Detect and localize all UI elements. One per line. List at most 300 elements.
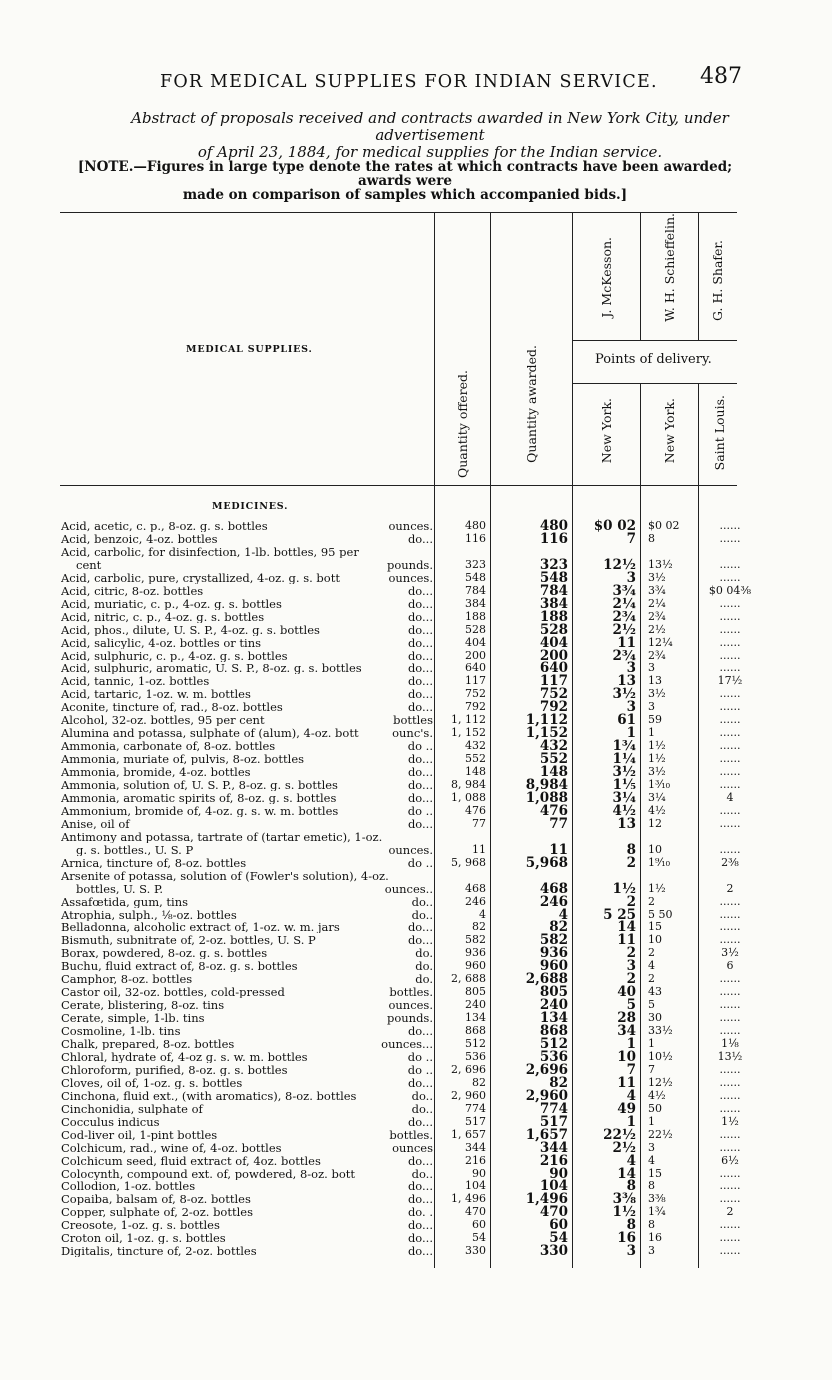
bid-mckesson: 13 <box>617 673 636 690</box>
quantity-offered: 936 <box>465 946 486 960</box>
medicine-name: Colchicum, rad., wine of, 4-oz. bottles <box>61 1141 282 1154</box>
bid-mckesson: 2 <box>626 854 636 871</box>
table-row <box>0 673 832 690</box>
medicine-name: Camphor, 8-oz. bottles <box>61 973 193 986</box>
bid-schieffelin: 3½ <box>648 765 666 779</box>
unit: do... <box>407 648 433 663</box>
table-row <box>0 621 832 638</box>
note-line-2: made on comparison of samples which accompanied bids.] <box>182 187 628 203</box>
quantity-offered: 116 <box>465 531 486 545</box>
bid-shafer: 2 <box>726 881 734 895</box>
bid-mckesson: 3¾ <box>612 582 636 599</box>
bid-mckesson: 3 <box>626 699 636 716</box>
bid-mckesson: 7 <box>626 530 636 547</box>
quantity-awarded: 1,088 <box>525 789 568 806</box>
quantity-awarded: 2,960 <box>525 1087 568 1104</box>
bid-schieffelin: 3 <box>648 700 655 714</box>
quantity-awarded: 2,688 <box>525 971 568 988</box>
quantity-awarded: 5,968 <box>525 854 568 871</box>
medicine-name: Cloves, oil of, 1-oz. g. s. bottles <box>61 1076 243 1089</box>
quantity-offered: 1, 496 <box>451 1192 486 1206</box>
unit: ounces <box>392 1140 433 1155</box>
medicine-name: Acid, sulphuric, c. p., 4-oz. g. s. bottles <box>61 649 288 662</box>
bid-mckesson: 16 <box>617 1230 636 1247</box>
bid-schieffelin: 13½ <box>648 557 673 571</box>
bid-shafer: ...... <box>719 726 741 740</box>
unit: do... <box>407 778 433 792</box>
bid-mckesson: 1¼ <box>612 751 636 768</box>
bid-mckesson: 1¾ <box>612 738 636 755</box>
table-row <box>0 569 832 586</box>
bid-mckesson: 3 <box>626 1243 636 1260</box>
quantity-offered: 4 <box>479 907 486 921</box>
medicine-name: Collodion, 1-oz. bottles <box>61 1180 196 1193</box>
unit: do... <box>407 752 433 767</box>
header-points-of-delivery: Points of delivery. <box>595 352 712 367</box>
quantity-awarded: 77 <box>549 815 568 832</box>
table-row <box>0 1023 832 1040</box>
bid-schieffelin: 3½ <box>648 687 666 701</box>
bid-mckesson: 2 <box>626 945 636 962</box>
quantity-offered: 480 <box>465 519 486 532</box>
quantity-offered: 868 <box>465 1024 486 1038</box>
medicine-name: cent <box>76 558 102 571</box>
quantity-awarded: 216 <box>539 1152 568 1169</box>
bid-shafer: ...... <box>719 700 741 714</box>
quantity-offered: 470 <box>465 1205 486 1219</box>
unit: do... <box>407 583 433 598</box>
bid-shafer: ...... <box>719 998 741 1012</box>
bid-mckesson: 2¼ <box>612 595 636 612</box>
bid-schieffelin: 3¼ <box>648 790 666 804</box>
quantity-awarded: 1,657 <box>525 1126 568 1143</box>
medicine-name: Creosote, 1-oz. g. s. bottles <box>61 1219 220 1232</box>
unit: ounces. <box>388 570 433 585</box>
medicine-name: Antimony and potassa, tartrate of (tartar emetic), 1-oz. <box>61 830 383 843</box>
quantity-offered: 640 <box>465 661 486 675</box>
medicine-name: Ammonium, bromide of, 4-oz. g. s. w. m. bottles <box>61 804 339 817</box>
unit: do... <box>407 700 433 715</box>
medicine-name: Acid, acetic, c. p., 8-oz. g. s. bottles <box>61 520 268 532</box>
medicine-name: Atrophia, sulph., ⅛-oz. bottles <box>61 908 237 921</box>
bid-shafer: ...... <box>719 739 741 753</box>
quantity-offered: 148 <box>465 765 486 779</box>
medicine-name: Arsenite of potassa, solution of (Fowler's solution), 4-oz. <box>61 869 389 882</box>
quantity-awarded: 104 <box>539 1178 568 1195</box>
table-row <box>0 997 832 1014</box>
table-row <box>0 595 832 612</box>
bid-schieffelin: 1½ <box>648 739 666 753</box>
bid-schieffelin: 3 <box>648 1244 655 1258</box>
quantity-offered: 216 <box>465 1153 486 1167</box>
quantity-offered: 54 <box>472 1231 486 1245</box>
medicine-name: Belladonna, alcoholic extract of, 1-oz. w. m. jars <box>61 921 340 934</box>
quantity-offered: 200 <box>465 648 486 662</box>
medicine-name: Acid, carbolic, for disinfection, 1-lb. bottles, 95 per <box>61 545 359 558</box>
quantity-awarded: 868 <box>539 1023 568 1040</box>
medicine-name: Acid, sulphuric, aromatic, U. S. P., 8-oz. g. s. bottles <box>61 662 362 675</box>
quantity-offered: 104 <box>465 1179 486 1193</box>
quantity-awarded: 960 <box>539 958 568 975</box>
bid-shafer: ...... <box>719 1166 741 1180</box>
bid-schieffelin: 5 50 <box>648 907 673 921</box>
bid-mckesson: 11 <box>617 634 636 651</box>
quantity-offered: 5, 968 <box>451 855 486 869</box>
section-medicines: MEDICINES. <box>212 501 289 512</box>
quantity-offered: 60 <box>472 1218 486 1232</box>
header-bottom-rule <box>60 485 737 486</box>
unit: ounc's. <box>392 726 433 741</box>
quantity-awarded: 476 <box>539 802 568 819</box>
note <box>60 160 750 202</box>
table-row <box>0 880 832 897</box>
table-row <box>0 1139 832 1156</box>
medicine-name: Ammonia, bromide, 4-oz. bottles <box>61 766 251 779</box>
table-row <box>0 945 832 962</box>
quantity-awarded: 148 <box>539 764 568 781</box>
unit: do .. <box>407 1062 433 1077</box>
quantity-offered: 432 <box>465 739 486 753</box>
medicine-name: Cinchonidia, sulphate of <box>61 1102 203 1115</box>
bid-schieffelin: 2 <box>648 894 655 908</box>
header-bidder-schieffelin: W. H. Schieffelin. <box>662 213 677 322</box>
quantity-awarded: 640 <box>539 660 568 677</box>
bid-mckesson: 5 25 <box>603 906 636 923</box>
bid-mckesson: 11 <box>617 932 636 949</box>
unit: do.. <box>411 1088 433 1103</box>
unit: ounces. <box>388 842 433 857</box>
quantity-offered: 1, 112 <box>451 713 486 727</box>
table-row <box>0 520 832 532</box>
abstract-line-2: of April 23, 1884, for medical supplies for the Indian service. <box>197 143 663 161</box>
bid-schieffelin: 1 <box>648 1037 655 1050</box>
bid-shafer: ...... <box>719 635 741 649</box>
bid-mckesson: 34 <box>617 1023 636 1040</box>
unit: do. <box>415 946 433 961</box>
medicine-name: Colocynth, compound ext. of, powdered, 8-oz. bott <box>61 1167 355 1180</box>
header-delivery-new-york-2: New York. <box>662 398 677 464</box>
quantity-awarded: 1,496 <box>525 1191 568 1208</box>
bid-mckesson: 4 <box>626 1152 636 1169</box>
unit: do... <box>407 1231 433 1246</box>
table-top-rule <box>60 212 737 213</box>
quantity-offered: 2, 696 <box>451 1062 486 1076</box>
bid-shafer: ...... <box>719 687 741 701</box>
bid-mckesson: 10 <box>617 1048 636 1065</box>
quantity-awarded: 2,696 <box>525 1061 568 1078</box>
medicine-name: Acid, carbolic, pure, crystallized, 4-oz. g. s. bott <box>61 571 340 584</box>
quantity-offered: 1, 088 <box>451 790 486 804</box>
bid-mckesson: 14 <box>617 1165 636 1182</box>
medicine-name: Cosmoline, 1-lb. tins <box>61 1025 181 1038</box>
bid-schieffelin: 50 <box>648 1101 662 1115</box>
bid-mckesson: 3 <box>626 660 636 677</box>
col-rule-5 <box>698 212 699 340</box>
table-row <box>0 751 832 768</box>
quantity-offered: 384 <box>465 596 486 610</box>
bid-schieffelin: 3½ <box>648 570 666 584</box>
unit: do... <box>407 933 433 948</box>
medicine-name: Acid, muriatic, c. p., 4-oz. g. s. bottles <box>61 597 282 610</box>
table-row <box>0 1217 832 1234</box>
quantity-awarded: 468 <box>539 880 568 897</box>
table-row <box>0 1204 832 1221</box>
quantity-awarded: 936 <box>539 945 568 962</box>
quantity-offered: 805 <box>465 985 486 999</box>
bid-shafer: 3½ <box>721 946 739 960</box>
bid-schieffelin: 3⅜ <box>648 1192 666 1206</box>
quantity-offered: 246 <box>465 894 486 908</box>
quantity-offered: 240 <box>465 998 486 1012</box>
quantity-awarded: 1,152 <box>525 725 568 742</box>
bid-schieffelin: 2½ <box>648 622 666 636</box>
bid-mckesson: 2 <box>626 893 636 910</box>
medicine-name: Acid, salicylic, 4-oz. bottles or tins <box>61 636 262 649</box>
bid-schieffelin: 2¼ <box>648 596 666 610</box>
medicine-name: Acid, phos., dilute, U. S. P., 4-oz. g. s. bottles <box>61 623 320 636</box>
note-line-1: [NOTE.—Figures in large type denote the rates at which contracts have been awarded; awards were <box>77 159 733 189</box>
bid-mckesson: 1½ <box>612 880 636 897</box>
bid-shafer: ...... <box>719 1192 741 1206</box>
table-row <box>0 1087 832 1104</box>
table-row <box>0 906 832 923</box>
table-row <box>0 789 832 806</box>
table-row <box>0 919 832 936</box>
unit: do... <box>407 765 433 780</box>
medicine-name: Ammonia, carbonate of, 8-oz. bottles <box>61 740 276 753</box>
bid-schieffelin: 3 <box>648 1140 655 1154</box>
quantity-offered: 82 <box>472 1075 486 1089</box>
bid-shafer: ...... <box>719 1231 741 1245</box>
bid-shafer: ...... <box>719 1101 741 1115</box>
quantity-offered: 134 <box>465 1011 486 1025</box>
quantity-awarded: 582 <box>539 932 568 949</box>
unit: do.. <box>411 894 433 909</box>
quantity-offered: 774 <box>465 1101 486 1115</box>
unit: ounces... <box>381 1037 433 1051</box>
table-row <box>0 738 832 755</box>
bid-mckesson: $0 02 <box>593 518 636 534</box>
quantity-awarded: 116 <box>539 530 568 547</box>
unit: do... <box>407 790 433 805</box>
table-row <box>0 870 832 882</box>
bid-schieffelin: 2 <box>648 946 655 960</box>
bid-mckesson: 40 <box>617 984 636 1001</box>
medicine-name: Borax, powdered, 8-oz. g. s. bottles <box>61 947 268 960</box>
bid-schieffelin: 5 <box>648 998 655 1012</box>
quantity-awarded: 82 <box>549 919 568 936</box>
table-row <box>0 802 832 819</box>
medicine-name: Arnica, tincture of, 8-oz. bottles <box>61 856 247 869</box>
bid-mckesson: 49 <box>617 1100 636 1117</box>
bid-mckesson: 8 <box>626 1178 636 1195</box>
unit: ounces.. <box>384 881 433 896</box>
col-rule-4 <box>640 212 641 340</box>
table-row <box>0 712 832 729</box>
bid-mckesson: 8 <box>626 1217 636 1234</box>
table-row <box>0 932 832 949</box>
bid-shafer: ...... <box>719 1075 741 1089</box>
quantity-awarded: 432 <box>539 738 568 755</box>
bid-shafer: ...... <box>719 596 741 610</box>
medicine-name: Ammonia, muriate of, pulvis, 8-oz. bottles <box>61 753 305 766</box>
quantity-offered: 468 <box>465 881 486 895</box>
bid-schieffelin: 1½ <box>648 881 666 895</box>
bid-shafer: ...... <box>719 648 741 662</box>
quantity-awarded: 240 <box>539 997 568 1014</box>
unit: ounces. <box>388 998 433 1013</box>
page-title: FOR MEDICAL SUPPLIES FOR INDIAN SERVICE. <box>160 72 658 92</box>
unit: do... <box>407 1153 433 1168</box>
unit: ounces. <box>388 519 433 533</box>
bid-schieffelin: 2¾ <box>648 648 666 662</box>
bid-shafer: ...... <box>719 1062 741 1076</box>
table-row <box>0 1152 832 1169</box>
quantity-awarded: 404 <box>539 634 568 651</box>
header-bidder-mckesson: J. McKesson. <box>599 237 614 318</box>
quantity-awarded: 517 <box>539 1113 568 1130</box>
quantity-awarded: 752 <box>539 686 568 703</box>
medicine-name: Cerate, blistering, 8-oz. tins <box>61 999 225 1012</box>
quantity-offered: 548 <box>465 570 486 584</box>
unit: do... <box>407 1179 433 1194</box>
bid-shafer: ...... <box>719 1179 741 1193</box>
unit: do. . <box>407 1205 433 1220</box>
table-row <box>0 1100 832 1117</box>
bid-schieffelin: 2¾ <box>648 609 666 623</box>
unit: do... <box>407 1218 433 1233</box>
medicine-name: Acid, tannic, 1-oz. bottles <box>61 675 210 688</box>
medicine-name: Digitalis, tincture of, 2-oz. bottles <box>61 1245 257 1258</box>
unit: do .. <box>407 855 433 870</box>
medicine-name: Chloroform, purified, 8-oz. g. s. bottles <box>61 1063 288 1076</box>
table-row <box>0 779 832 791</box>
bid-schieffelin: 1½ <box>648 752 666 766</box>
bid-schieffelin: 7 <box>648 1062 655 1076</box>
medicine-name: Croton oil, 1-oz. g. s. bottles <box>61 1232 226 1245</box>
bid-schieffelin: 10 <box>648 842 662 856</box>
medicine-name: Acid, nitric, c. p., 4-oz. g. s. bottles <box>61 610 265 623</box>
quantity-offered: 476 <box>465 803 486 817</box>
bid-mckesson: 2½ <box>612 621 636 638</box>
quantity-offered: 528 <box>465 622 486 636</box>
unit: do... <box>407 816 433 831</box>
quantity-awarded: 774 <box>539 1100 568 1117</box>
medicine-name: Acid, tartaric, 1-oz. w. m. bottles <box>61 688 251 701</box>
bid-schieffelin: 4½ <box>648 803 666 817</box>
bid-shafer: 2⅜ <box>721 855 739 869</box>
quantity-awarded: 512 <box>539 1036 568 1052</box>
medicine-name: Colchicum seed, fluid extract of, 4oz. bottles <box>61 1154 321 1167</box>
bid-shafer: $0 04⅜ <box>708 583 752 597</box>
unit: do... <box>407 1114 433 1129</box>
table-row <box>0 1113 832 1130</box>
bid-schieffelin: 4½ <box>648 1088 666 1102</box>
bid-shafer: ...... <box>719 920 741 934</box>
table-row <box>0 958 832 975</box>
table-row <box>0 1010 832 1027</box>
table-row <box>0 984 832 1001</box>
bid-shafer: ...... <box>719 1088 741 1102</box>
table-row <box>0 647 832 664</box>
medicine-name: bottles, U. S. P. <box>76 882 164 895</box>
quantity-offered: 82 <box>472 920 486 934</box>
quantity-offered: 77 <box>472 816 486 830</box>
bid-shafer: 13½ <box>717 1049 743 1063</box>
bid-schieffelin: 15 <box>648 920 662 934</box>
bid-schieffelin: 8 <box>648 1179 655 1193</box>
quantity-offered: 552 <box>465 752 486 766</box>
bid-schieffelin: 30 <box>648 1011 662 1025</box>
quantity-awarded: 200 <box>539 647 568 664</box>
bid-mckesson: 3 <box>626 569 636 586</box>
table-row <box>0 1061 832 1078</box>
bid-mckesson: 3½ <box>612 686 636 703</box>
medicine-name: Aconite, tincture of, rad., 8-oz. bottles <box>61 701 283 714</box>
bid-schieffelin: 33½ <box>648 1024 673 1038</box>
quantity-offered: 90 <box>472 1166 486 1180</box>
unit: do... <box>407 622 433 637</box>
bid-mckesson: 28 <box>617 1010 636 1027</box>
unit: do .. <box>407 1049 433 1064</box>
bid-shafer: ...... <box>719 622 741 636</box>
quantity-offered: 1, 152 <box>451 726 486 740</box>
bid-shafer: ...... <box>719 778 741 791</box>
bid-mckesson: 1 <box>626 1113 636 1130</box>
medicine-name: Chalk, prepared, 8-oz. bottles <box>61 1038 235 1050</box>
bid-mckesson: 22½ <box>603 1126 636 1143</box>
unit: do... <box>407 661 433 676</box>
bid-mckesson: 3 <box>626 958 636 975</box>
quantity-awarded: 344 <box>539 1139 568 1156</box>
bid-mckesson: 1 <box>626 1036 636 1052</box>
bid-shafer: 1½ <box>721 1114 739 1128</box>
table-row <box>0 1038 832 1050</box>
quantity-awarded: 8,984 <box>525 777 568 793</box>
quantity-awarded: 528 <box>539 621 568 638</box>
quantity-awarded: 60 <box>549 1217 568 1234</box>
points-bottom-rule <box>573 383 737 384</box>
bid-shafer: 6 <box>726 959 734 973</box>
bid-shafer: ...... <box>719 752 741 766</box>
medicine-name: Alumina and potassa, sulphate of (alum), 4-oz. bott <box>61 727 359 740</box>
bid-shafer: ...... <box>719 1218 741 1232</box>
quantity-awarded: 188 <box>539 608 568 625</box>
medicine-name: Ammonia, aromatic spirits of, 8-oz. g. s. bottles <box>61 791 337 804</box>
bid-mckesson: 7 <box>626 1061 636 1078</box>
table-row <box>0 1165 832 1182</box>
quantity-offered: 960 <box>465 959 486 973</box>
unit: pounds. <box>386 1011 433 1026</box>
unit: do.. <box>411 907 433 922</box>
table-row <box>0 530 832 547</box>
bid-schieffelin: 3¾ <box>648 583 666 597</box>
quantity-offered: 517 <box>465 1114 486 1128</box>
quantity-awarded: 384 <box>539 595 568 612</box>
unit: do... <box>407 674 433 689</box>
bid-schieffelin: 13 <box>648 674 662 688</box>
medicine-name: Alcohol, 32-oz. bottles, 95 per cent <box>61 714 265 727</box>
medicine-name: Assafœtida, gum, tins <box>61 895 189 908</box>
quantity-offered: 1, 657 <box>451 1127 486 1141</box>
unit: do... <box>407 920 433 935</box>
quantity-offered: 2, 960 <box>451 1088 486 1102</box>
bid-mckesson: 3¼ <box>612 789 636 806</box>
bid-shafer: ...... <box>719 803 741 817</box>
quantity-awarded: 784 <box>539 582 568 599</box>
bid-schieffelin: 1⁹⁄₁₀ <box>648 855 671 869</box>
bid-shafer: 17½ <box>717 674 743 688</box>
